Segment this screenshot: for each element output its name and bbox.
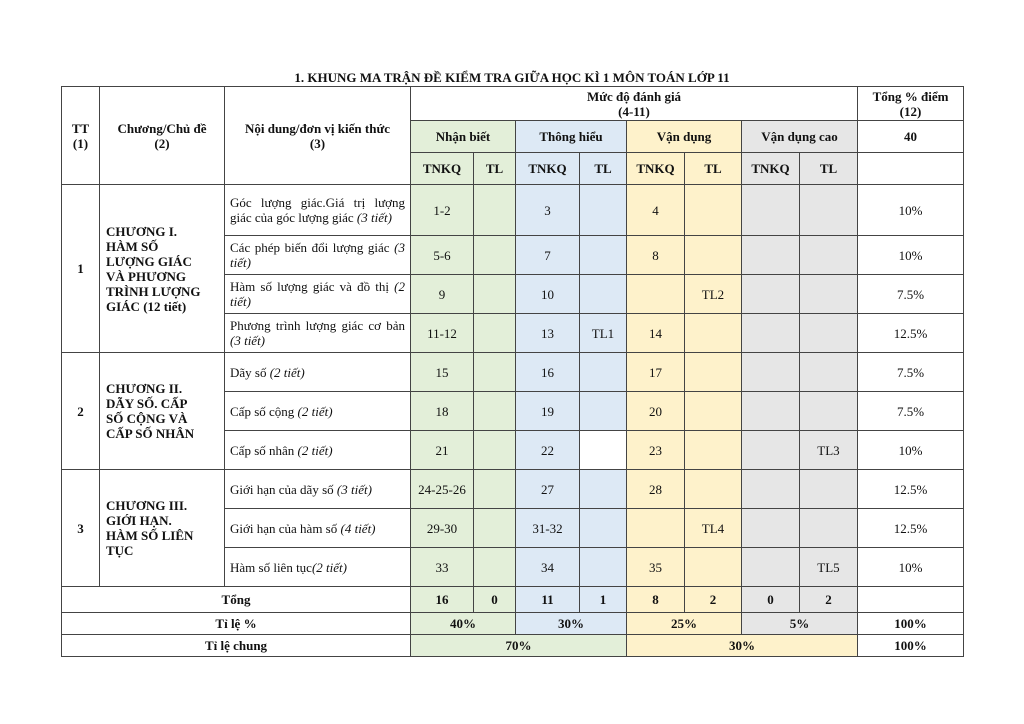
topic-cell [225,353,411,392]
totals-label: Tổng [62,587,411,613]
question-cell: 29-30 [411,509,474,548]
cell-text-line: CHƯƠNG III. [106,498,188,513]
cell-text-line: CHƯƠNG I. [106,223,178,239]
cell-text-line: CẤP SỐ NHÂN [106,426,195,441]
topic-text: Cấp số nhân [230,442,298,458]
table-row [62,185,964,236]
topic-period: (3 tiết) [230,240,405,270]
topic-period: (2 tiết) [297,403,333,419]
header-question-type: TNKQ [516,153,580,185]
percent-cell: 7.5% [858,392,964,431]
totals-value: 0 [742,587,800,613]
general-ratio-value: 30% [627,635,858,657]
header-question-type: TNKQ [627,153,685,185]
topic-cell [225,548,411,587]
question-cell: 34 [516,548,580,587]
percent-cell: 12.5% [858,470,964,509]
topic-period: (2 tiết) [230,279,405,309]
question-cell: 5-6 [411,236,474,275]
question-cell [742,185,800,236]
chapter-name [100,185,225,353]
header-question-type: TL [580,153,627,185]
question-cell: 22 [516,431,580,470]
question-cell: TL2 [685,275,742,314]
question-cell [474,392,516,431]
question-cell [627,275,685,314]
cell-text-line: TT [71,120,90,136]
cell-text-line: GIỚI HẠN. [106,513,172,528]
topic-text: Các phép biến đổi lượng giác [230,240,395,255]
question-cell: 7 [516,236,580,275]
question-cell: 24-25-26 [411,470,474,509]
question-cell: 3 [516,185,580,236]
header-level-name: Vận dụng cao [742,121,858,153]
question-cell: TL5 [800,548,858,587]
cell-text-line: TỤC [106,543,134,558]
topic-cell [225,470,411,509]
cell-text-line: GIÁC (12 tiết) [106,298,187,314]
topic-cell [225,392,411,431]
ratio-value: 25% [627,613,742,635]
ratio-total: 100% [858,613,964,635]
question-cell [685,314,742,353]
topic-text: Dãy số [230,364,270,380]
header-total-value: 40 [858,121,964,153]
totals-value: 2 [800,587,858,613]
totals-row [62,587,964,613]
general-ratio-value: 70% [411,635,627,657]
topic-period: (3 tiết) [230,333,266,348]
totals-value: 16 [411,587,474,613]
table-row [62,353,964,392]
header-question-type: TL [685,153,742,185]
header-question-type: TNKQ [411,153,474,185]
question-cell [800,353,858,392]
cell-text-line: (4-11) [618,103,650,119]
question-cell: 21 [411,431,474,470]
question-cell: 20 [627,392,685,431]
chapter-number: 1 [62,185,100,353]
question-cell [742,392,800,431]
header-question-type: TNKQ [742,153,800,185]
percent-cell: 10% [858,236,964,275]
question-cell: TL1 [580,314,627,353]
topic-cell [225,431,411,470]
question-cell [742,470,800,509]
question-cell [474,509,516,548]
header-total-blank [858,153,964,185]
header-total [858,87,964,121]
question-cell: 16 [516,353,580,392]
cell-text-line: TRÌNH LƯỢNG [106,283,201,299]
question-cell [685,431,742,470]
question-cell: TL3 [800,431,858,470]
topic-period: (2 tiết) [269,364,305,380]
totals-value: 2 [685,587,742,613]
question-cell [580,509,627,548]
percent-cell: 12.5% [858,314,964,353]
question-cell [580,275,627,314]
question-cell [580,392,627,431]
ratio-label: Tỉ lệ % [62,613,411,635]
percent-cell: 10% [858,185,964,236]
general-ratio-label: Tỉ lệ chung [62,635,411,657]
topic-text: Góc lượng giác.Giá trị lượng giác của góc lượng giác [230,195,405,225]
totals-value: 0 [474,587,516,613]
question-cell [800,275,858,314]
question-cell [474,236,516,275]
question-cell: 9 [411,275,474,314]
percent-cell: 7.5% [858,275,964,314]
topic-text: Hàm số liên tục [230,559,312,575]
chapter-name [100,470,225,587]
topic-cell [225,275,411,314]
cell-text-line: Nội dung/đơn vị kiến thức [244,120,391,136]
cell-text-line: Mức độ đánh giá [586,88,682,104]
question-cell [580,353,627,392]
question-cell [474,185,516,236]
question-cell [742,236,800,275]
totals-value: 1 [580,587,627,613]
percent-cell: 12.5% [858,509,964,548]
question-cell: 10 [516,275,580,314]
chapter-number: 2 [62,353,100,470]
question-cell [800,509,858,548]
question-cell [685,548,742,587]
question-cell [800,185,858,236]
question-cell: 18 [411,392,474,431]
question-cell: 27 [516,470,580,509]
question-cell [800,470,858,509]
cell-text-line: Chương/Chủ đề [117,120,207,136]
question-cell [685,470,742,509]
totals-value: 11 [516,587,580,613]
cell-text-line: HÀM SỐ LIÊN [106,528,194,543]
question-cell [580,431,627,470]
topic-cell [225,314,411,353]
topic-text: Hàm số lượng giác và đồ thị [230,279,395,294]
question-cell: 23 [627,431,685,470]
header-tt [62,87,100,185]
cell-text-line: Tổng % điểm [872,88,949,104]
table-row [62,470,964,509]
cell-text-line: (1) [72,135,89,151]
question-cell: 28 [627,470,685,509]
question-cell: 1-2 [411,185,474,236]
topic-text: Phương trình lượng giác cơ bản [230,318,405,333]
topic-period: (2 tiết) [297,442,333,458]
question-cell [742,509,800,548]
question-cell [580,470,627,509]
cell-text-line: HÀM SỐ [106,238,159,254]
question-cell: 35 [627,548,685,587]
cell-text-line: VÀ PHƯƠNG [106,268,187,284]
topic-cell [225,509,411,548]
question-cell [800,236,858,275]
question-cell: 8 [627,236,685,275]
header-question-type: TL [800,153,858,185]
header-question-type: TL [474,153,516,185]
question-cell [474,548,516,587]
ratio-value: 5% [742,613,858,635]
percent-cell: 7.5% [858,353,964,392]
cell-text-line: LƯỢNG GIÁC [106,253,192,269]
cell-text-line: DÃY SỐ. CẤP [106,396,188,411]
question-cell: 14 [627,314,685,353]
cell-text-line: CHƯƠNG II. [106,381,183,396]
question-cell [742,353,800,392]
exam-matrix-table [61,86,964,657]
chapter-name [100,353,225,470]
question-cell: TL4 [685,509,742,548]
question-cell [800,314,858,353]
question-cell [742,548,800,587]
topic-period: (2 tiết) [311,559,347,575]
header-level-name: Thông hiểu [516,121,627,153]
percent-cell: 10% [858,431,964,470]
question-cell [685,236,742,275]
ratio-value: 30% [516,613,627,635]
question-cell [742,431,800,470]
question-cell [742,314,800,353]
topic-period: (3 tiết) [336,481,372,497]
question-cell: 33 [411,548,474,587]
cell-text-line: SỐ CỘNG VÀ [106,411,188,426]
question-cell [685,185,742,236]
question-cell: 15 [411,353,474,392]
question-cell [474,275,516,314]
general-ratio-row [62,635,964,657]
question-cell: 4 [627,185,685,236]
document-title: 1. KHUNG MA TRẬN ĐỀ KIỂM TRA GIỮA HỌC KÌ 1 MÔN TOÁN LỚP 11 [294,70,730,85]
header-chapter [100,87,225,185]
header-level [411,87,858,121]
totals-value: 8 [627,587,685,613]
question-cell [474,314,516,353]
question-cell [580,548,627,587]
topic-cell [225,185,411,236]
question-cell: 13 [516,314,580,353]
topic-period: (3 tiết) [356,210,392,225]
header-row-level [62,87,964,121]
question-cell [685,392,742,431]
topic-text: Giới hạn của dãy số [230,481,337,497]
ratio-value: 40% [411,613,516,635]
chapter-number: 3 [62,470,100,587]
cell-text-line: (3) [309,135,326,151]
general-ratio-total: 100% [858,635,964,657]
question-cell: 17 [627,353,685,392]
question-cell: 19 [516,392,580,431]
question-cell [742,275,800,314]
topic-cell [225,236,411,275]
topic-text: Giới hạn của hàm số [230,520,341,536]
question-cell: 11-12 [411,314,474,353]
totals-blank [858,587,964,613]
question-cell [580,236,627,275]
topic-text: Cấp số cộng [230,403,298,419]
cell-text-line: (2) [154,135,170,151]
question-cell [580,185,627,236]
question-cell [800,392,858,431]
header-level-name: Vận dụng [627,121,742,153]
ratio-row [62,613,964,635]
percent-cell: 10% [858,548,964,587]
question-cell [627,509,685,548]
question-cell [685,353,742,392]
topic-period: (4 tiết) [340,520,376,536]
header-content [225,87,411,185]
header-level-name: Nhận biết [411,121,516,153]
cell-text-line: (12) [899,103,922,119]
question-cell: 31-32 [516,509,580,548]
question-cell [474,353,516,392]
question-cell [474,431,516,470]
question-cell [474,470,516,509]
